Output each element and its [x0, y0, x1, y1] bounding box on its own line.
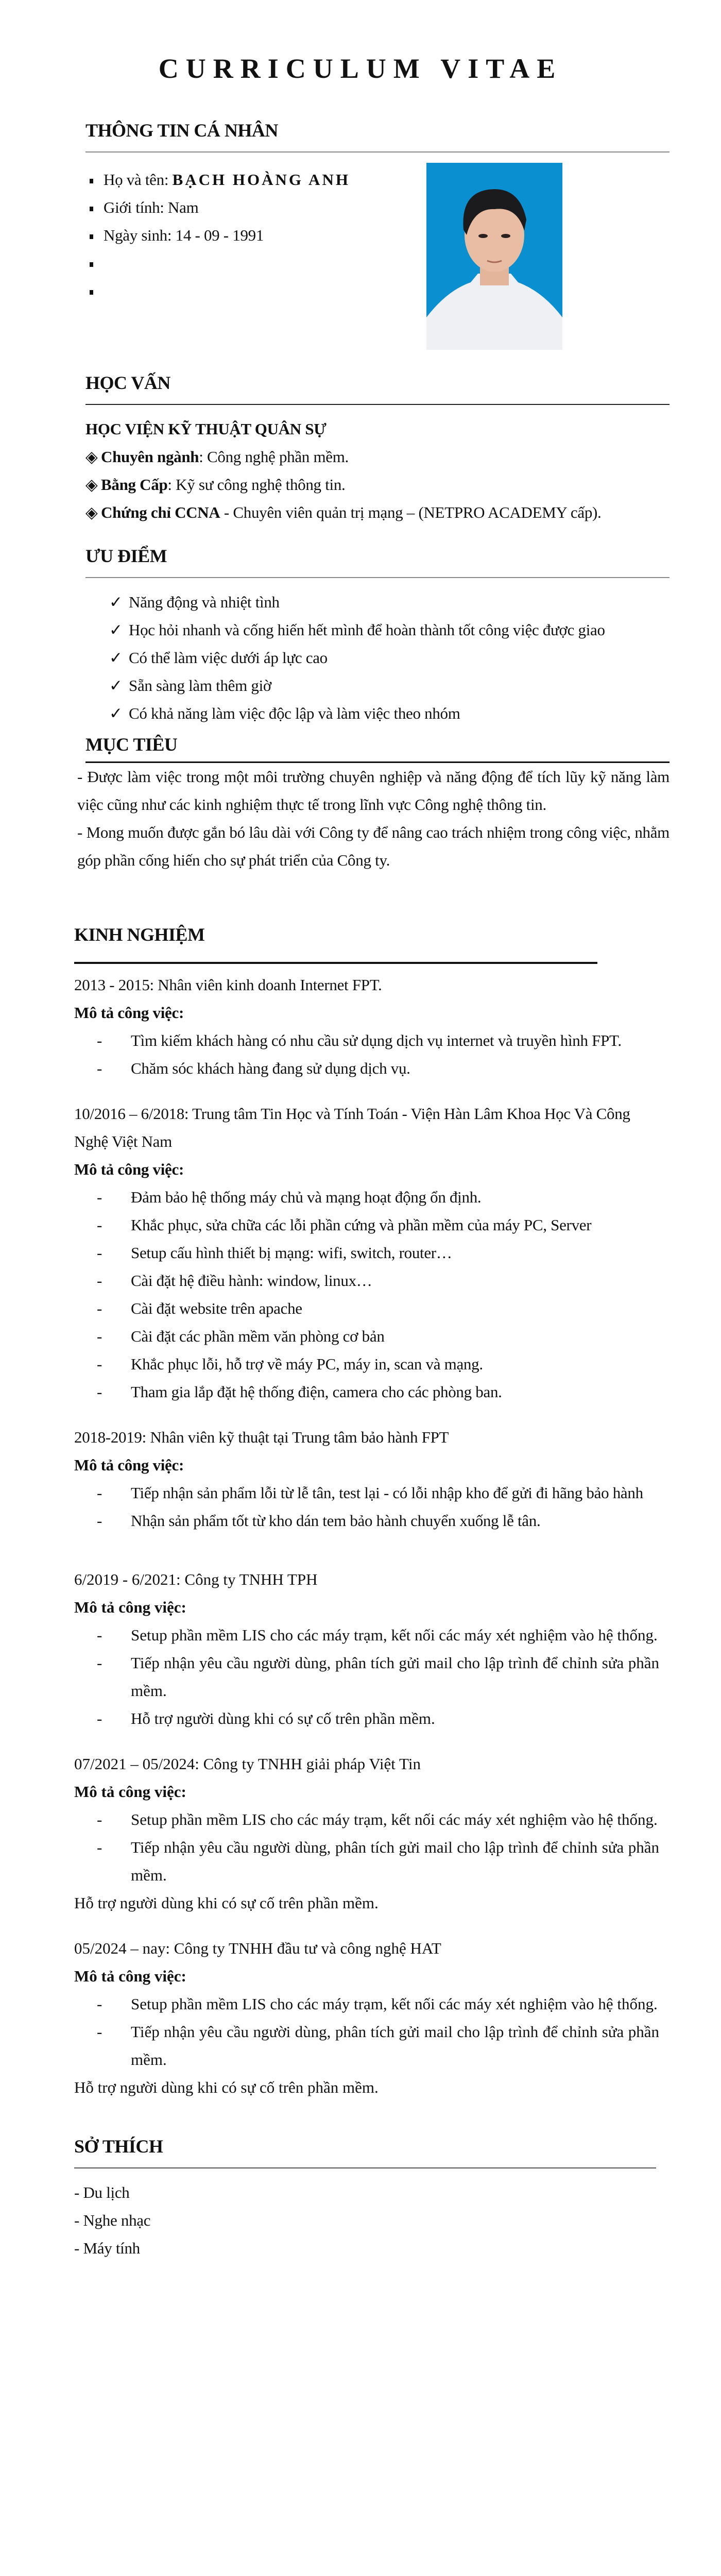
section-heading-strengths: ƯU ĐIỂM	[85, 546, 167, 566]
job-task	[74, 1834, 659, 1889]
task-text: Tìm kiếm khách hàng có nhu cầu sử dụng dịch vụ internet và truyền hình FPT.	[131, 1031, 622, 1049]
job-title: 05/2024 – nay: Công ty TNHH đầu tư và công nghệ HAT	[74, 1939, 441, 1957]
list-item-gender	[88, 194, 417, 222]
job-title: 2018-2019: Nhân viên kỹ thuật tại Trung tâm bảo hành FPT	[74, 1428, 449, 1446]
hobby-item: - Máy tính	[74, 2239, 140, 2257]
task-text: Setup phần mềm LIS cho các máy trạm, kết nối các máy xét nghiệm vào hệ thống.	[131, 1626, 658, 1644]
gender: Giới tính: Nam	[104, 198, 199, 216]
list-item	[109, 616, 670, 644]
diamond-bullet-icon: ◈	[85, 503, 98, 521]
job-task	[74, 1621, 659, 1649]
certificate-line	[85, 499, 670, 527]
job-entry	[74, 1100, 664, 1406]
hobby-item: - Du lịch	[74, 2183, 130, 2201]
job-task	[74, 1267, 664, 1295]
strength-text: Sẵn sàng làm thêm giờ	[129, 676, 271, 694]
job-entry	[74, 1423, 659, 1535]
strength-text: Năng động và nhiệt tình	[129, 593, 280, 611]
diamond-bullet-icon: ◈	[85, 448, 98, 466]
strength-text: Học hỏi nhanh và cống hiến hết mình để hoàn thành tốt công việc được giao	[129, 621, 605, 639]
task-text: Chăm sóc khách hàng đang sử dụng dịch vụ.	[131, 1059, 410, 1077]
task-text: Tiếp nhận yêu cầu người dùng, phân tích gửi mail cho lập trình để chỉnh sửa phần mềm.	[131, 2023, 659, 2069]
job-task	[74, 1295, 664, 1323]
job-entry	[74, 1935, 659, 2102]
task-text: Cài đặt các phần mềm văn phòng cơ bản	[131, 1327, 385, 1345]
strength-text: Có thể làm việc dưới áp lực cao	[129, 649, 328, 667]
strengths-list	[109, 588, 670, 727]
job-task	[74, 1055, 659, 1082]
job-desc-label: Mô tả công việc:	[74, 1456, 184, 1474]
task-text: Khắc phục, sửa chữa các lỗi phần cứng và phần mềm của máy PC, Server	[131, 1216, 592, 1234]
task-text: Tiếp nhận sản phẩm lỗi từ lễ tân, test lại - có lỗi nhập kho để gửi đi hãng bảo hành	[131, 1484, 643, 1502]
list-item	[109, 700, 670, 727]
job-task	[74, 1239, 664, 1267]
job-desc-label: Mô tả công việc:	[74, 1160, 184, 1178]
dash-bullet: -	[97, 2023, 102, 2041]
experience-section	[74, 921, 659, 2102]
list-item	[109, 644, 670, 672]
job-title: 6/2019 - 6/2021: Công ty TNHH TPH	[74, 1570, 318, 1588]
dash-bullet: -	[97, 1244, 102, 1262]
job-task	[74, 1378, 664, 1406]
dash-bullet: -	[97, 1484, 102, 1502]
job-note: Hỗ trợ người dùng khi có sự cố trên phần mềm.	[74, 1894, 379, 1912]
job-task	[74, 1705, 659, 1733]
dash-bullet: -	[97, 1626, 102, 1644]
certificate-value: - Chuyên viên quản trị mạng – (NETPRO ACADEMY cấp).	[220, 503, 602, 521]
major-value: : Công nghệ phần mềm.	[199, 448, 349, 466]
job-task	[74, 1323, 664, 1350]
check-icon: ✓	[109, 676, 123, 694]
dash-bullet: -	[97, 1810, 102, 1828]
divider	[85, 577, 670, 578]
degree-line	[85, 471, 670, 499]
list-item	[109, 672, 670, 700]
job-desc-label: Mô tả công việc:	[74, 1783, 186, 1801]
section-heading-hobbies: SỞ THÍCH	[74, 2136, 163, 2157]
dash-bullet: -	[97, 1327, 102, 1345]
section-heading-education: HỌC VẤN	[85, 372, 170, 393]
dash-bullet: -	[97, 1031, 102, 1049]
strength-text: Có khả năng làm việc độc lập và làm việc theo nhóm	[129, 704, 460, 722]
dash-bullet: -	[97, 1272, 102, 1290]
hobby-item: - Nghe nhạc	[74, 2211, 151, 2229]
job-task	[74, 1507, 659, 1535]
dash-bullet: -	[97, 1512, 102, 1530]
job-desc-label: Mô tả công việc:	[74, 1598, 186, 1616]
diamond-bullet-icon: ◈	[85, 476, 98, 494]
bullet-icon	[90, 234, 93, 239]
divider	[85, 151, 670, 152]
dash-bullet: -	[97, 1709, 102, 1727]
major-label: Chuyên ngành	[101, 448, 199, 466]
dash-bullet: -	[97, 1355, 102, 1373]
task-text: Cài đặt hệ điều hành: window, linux…	[131, 1272, 372, 1290]
task-text: Nhận sản phẩm tốt từ kho dán tem bảo hành chuyển xuống lễ tân.	[131, 1512, 541, 1530]
cv-title: CURRICULUM VITAE	[158, 53, 563, 84]
education-section	[85, 369, 670, 527]
degree-value: : Kỹ sư công nghệ thông tin.	[167, 476, 346, 494]
certificate-label: Chứng chỉ CCNA	[101, 503, 220, 521]
objective-paragraph: - Được làm việc trong một môi trường chuyên nghiệp và năng động để tích lũy kỹ năng làm việc cũng như các kinh nghiệm thực tế trong lĩnh vực Công nghệ thông tin.	[77, 768, 670, 814]
task-text: Setup phần mềm LIS cho các máy trạm, kết nối các máy xét nghiệm vào hệ thống.	[131, 1995, 658, 2013]
bullet-icon	[90, 207, 93, 211]
dash-bullet: -	[97, 1995, 102, 2013]
objective-text	[77, 763, 670, 874]
hobbies-list	[74, 2179, 656, 2262]
section-heading-objective: MỤC TIÊU	[85, 734, 178, 755]
check-icon: ✓	[109, 621, 123, 639]
job-task	[74, 1479, 659, 1507]
dash-bullet: -	[97, 1654, 102, 1672]
task-text: Setup cấu hình thiết bị mạng: wifi, switch, router…	[131, 1244, 452, 1262]
job-title: 2013 - 2015: Nhân viên kinh doanh Internet FPT.	[74, 976, 382, 994]
job-title: 10/2016 – 6/2018: Trung tâm Tin Học và Tính Toán - Viện Hàn Lâm Khoa Học Và Công Nghệ Việt Nam	[74, 1105, 630, 1150]
job-entry	[74, 971, 659, 1082]
job-note: Hỗ trợ người dùng khi có sự cố trên phần mềm.	[74, 2078, 379, 2096]
dash-bullet: -	[97, 1383, 102, 1401]
job-task	[74, 1183, 664, 1211]
divider	[85, 404, 670, 405]
list-item-empty	[88, 249, 417, 277]
dash-bullet: -	[97, 1059, 102, 1077]
job-task	[74, 1990, 659, 2018]
profile-photo	[426, 163, 562, 350]
job-desc-label: Mô tả công việc:	[74, 1004, 184, 1022]
job-task	[74, 1211, 664, 1239]
list-item-dob	[88, 222, 417, 249]
job-entry	[74, 1750, 659, 1917]
task-text: Tiếp nhận yêu cầu người dùng, phân tích gửi mail cho lập trình để chỉnh sửa phần mềm.	[131, 1838, 659, 1884]
task-text: Hỗ trợ người dùng khi có sự cố trên phần mềm.	[131, 1709, 435, 1727]
task-text: Tiếp nhận yêu cầu người dùng, phân tích gửi mail cho lập trình để chỉnh sửa phần mềm.	[131, 1654, 659, 1700]
name-label: Họ và tên:	[104, 171, 173, 189]
list-item	[109, 588, 670, 616]
school-name: HỌC VIỆN KỸ THUẬT QUÂN SỰ	[85, 420, 327, 438]
bullet-icon	[90, 290, 93, 295]
task-text: Khắc phục lỗi, hỗ trợ về máy PC, máy in, scan và mạng.	[131, 1355, 483, 1373]
hobbies-section	[74, 2132, 656, 2293]
objective-section	[77, 731, 670, 874]
bullet-icon	[90, 262, 93, 267]
section-heading-personal: THÔNG TIN CÁ NHÂN	[85, 120, 278, 141]
job-task	[74, 1350, 664, 1378]
check-icon: ✓	[109, 593, 123, 611]
job-task	[74, 1027, 659, 1055]
major-line	[85, 443, 670, 471]
task-text: Setup phần mềm LIS cho các máy trạm, kết nối các máy xét nghiệm vào hệ thống.	[131, 1810, 658, 1828]
divider	[74, 2167, 656, 2168]
date-of-birth: Ngày sinh: 14 - 09 - 1991	[104, 226, 264, 244]
job-task	[74, 1649, 659, 1705]
objective-paragraph: - Mong muốn được gắn bó lâu dài với Công ty để nâng cao trách nhiệm trong công việc, nhằm góp phần cống hiến cho sự phát triển của Công ty.	[77, 823, 670, 869]
dash-bullet: -	[97, 1188, 102, 1206]
education-block	[85, 415, 670, 527]
check-icon: ✓	[109, 704, 123, 722]
list-item-name	[88, 166, 417, 194]
job-entry	[74, 1566, 659, 1733]
job-task	[74, 2018, 659, 2074]
check-icon: ✓	[109, 649, 123, 667]
job-title: 07/2021 – 05/2024: Công ty TNHH giải pháp Việt Tin	[74, 1755, 421, 1773]
job-desc-label: Mô tả công việc:	[74, 1967, 186, 1985]
section-heading-experience: KINH NGHIỆM	[74, 924, 205, 945]
dash-bullet: -	[97, 1838, 102, 1856]
job-task	[74, 1806, 659, 1834]
underline-divider	[74, 962, 597, 964]
degree-label: Bằng Cấp	[101, 476, 168, 494]
dash-bullet: -	[97, 1299, 102, 1317]
personal-section	[85, 116, 670, 353]
task-text: Tham gia lắp đặt hệ thống điện, camera cho các phòng ban.	[131, 1383, 502, 1401]
strengths-section	[85, 542, 670, 727]
full-name: BẠCH HOÀNG ANH	[172, 171, 350, 189]
dash-bullet: -	[97, 1216, 102, 1234]
list-item-empty	[88, 277, 417, 305]
task-text: Cài đặt website trên apache	[131, 1299, 302, 1317]
task-text: Đảm bảo hệ thống máy chủ và mạng hoạt động ổn định.	[131, 1188, 482, 1206]
bullet-icon	[90, 179, 93, 183]
personal-info-list	[88, 166, 417, 305]
